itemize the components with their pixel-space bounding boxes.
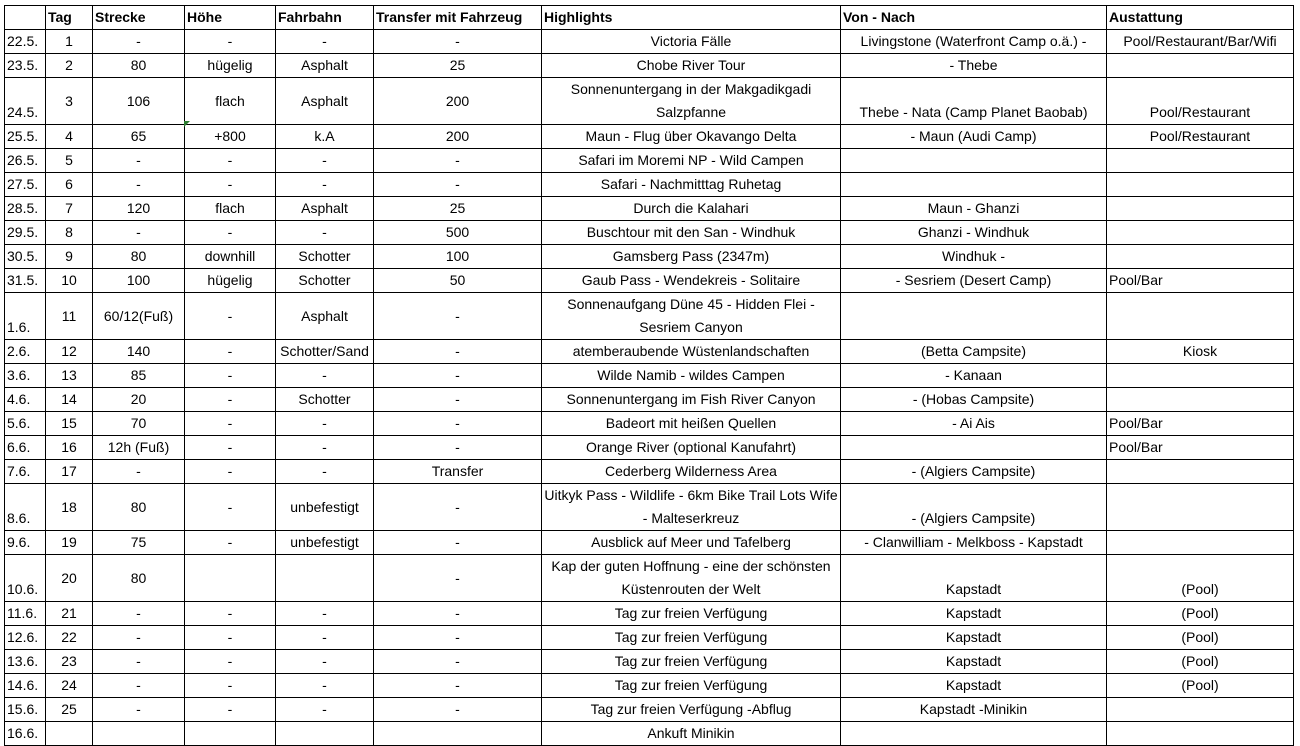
cell-austattung: (Pool) (1107, 555, 1294, 602)
itinerary-sheet (4, 5, 1293, 741)
cell-tag: 7 (46, 197, 93, 221)
cell-strecke (93, 722, 185, 746)
header-fahrbahn: Fahrbahn (276, 6, 374, 30)
cell-austattung (1107, 221, 1294, 245)
table-row (5, 340, 1294, 364)
cell-von-nach (841, 173, 1107, 197)
cell-austattung (1107, 484, 1294, 531)
header-austattung: Austattung (1107, 6, 1294, 30)
cell-von-nach: Kapstadt (841, 602, 1107, 626)
cell-von-nach: Kapstadt (841, 650, 1107, 674)
cell-austattung (1107, 197, 1294, 221)
cell-strecke: - (93, 626, 185, 650)
cell-date: 8.6. (5, 484, 46, 531)
cell-fahrbahn: Schotter (276, 388, 374, 412)
cell-transfer: - (374, 293, 542, 340)
cell-strecke: - (93, 30, 185, 54)
cell-date: 10.6. (5, 555, 46, 602)
header-row (5, 6, 1294, 30)
cell-fahrbahn: - (276, 436, 374, 460)
cell-strecke: 65 (93, 125, 185, 149)
table-body (5, 30, 1294, 746)
cell-hoehe: - (185, 436, 276, 460)
cell-highlights: Sonnenuntergang im Fish River Canyon (542, 388, 841, 412)
cell-hoehe: - (185, 698, 276, 722)
cell-transfer: Transfer (374, 460, 542, 484)
cell-strecke: 85 (93, 364, 185, 388)
cell-hoehe: +800 (185, 125, 276, 149)
cell-strecke: 100 (93, 269, 185, 293)
cell-austattung (1107, 149, 1294, 173)
cell-austattung (1107, 245, 1294, 269)
cell-tag: 10 (46, 269, 93, 293)
table-row (5, 722, 1294, 746)
table-row (5, 125, 1294, 149)
table-row (5, 698, 1294, 722)
cell-fahrbahn: - (276, 30, 374, 54)
cell-highlights: Tag zur freien Verfügung -Abflug (542, 698, 841, 722)
cell-strecke: 75 (93, 531, 185, 555)
cell-hoehe: hügelig (185, 54, 276, 78)
cell-austattung: Pool/Restaurant (1107, 125, 1294, 149)
cell-date: 24.5. (5, 78, 46, 125)
cell-fahrbahn: Schotter (276, 269, 374, 293)
cell-hoehe: - (185, 30, 276, 54)
cell-von-nach: Kapstadt -Minikin (841, 698, 1107, 722)
header-transfer: Transfer mit Fahrzeug (374, 6, 542, 30)
cell-date: 5.6. (5, 412, 46, 436)
table-row (5, 412, 1294, 436)
cell-austattung (1107, 722, 1294, 746)
cell-von-nach: Kapstadt (841, 555, 1107, 602)
cell-transfer: - (374, 364, 542, 388)
cell-date: 28.5. (5, 197, 46, 221)
table-row (5, 293, 1294, 340)
cell-fahrbahn: Asphalt (276, 54, 374, 78)
cell-highlights: Safari - Nachmitttag Ruhetag (542, 173, 841, 197)
cell-strecke: - (93, 221, 185, 245)
cell-austattung (1107, 54, 1294, 78)
cell-transfer: 25 (374, 54, 542, 78)
cell-tag: 17 (46, 460, 93, 484)
cell-austattung: Pool/Restaurant (1107, 78, 1294, 125)
table-row (5, 269, 1294, 293)
table-row (5, 78, 1294, 125)
cell-hoehe: downhill (185, 245, 276, 269)
cell-hoehe: hügelig (185, 269, 276, 293)
cell-fahrbahn: - (276, 364, 374, 388)
cell-fahrbahn: - (276, 650, 374, 674)
cell-date: 12.6. (5, 626, 46, 650)
cell-hoehe: flach (185, 197, 276, 221)
cell-date: 2.6. (5, 340, 46, 364)
cell-transfer: - (374, 436, 542, 460)
cell-highlights: Tag zur freien Verfügung (542, 602, 841, 626)
cell-von-nach (841, 722, 1107, 746)
cell-austattung (1107, 698, 1294, 722)
cell-date: 29.5. (5, 221, 46, 245)
cell-tag: 14 (46, 388, 93, 412)
cell-highlights: Tag zur freien Verfügung (542, 674, 841, 698)
cell-transfer: - (374, 173, 542, 197)
cell-transfer: - (374, 650, 542, 674)
cell-hoehe: - (185, 173, 276, 197)
cell-hoehe: - (185, 221, 276, 245)
table-row (5, 54, 1294, 78)
cell-fahrbahn: unbefestigt (276, 531, 374, 555)
cell-highlights: Gaub Pass - Wendekreis - Solitaire (542, 269, 841, 293)
cell-fahrbahn: Schotter (276, 245, 374, 269)
header-date (5, 6, 46, 30)
cell-transfer: 25 (374, 197, 542, 221)
cell-fahrbahn: Asphalt (276, 197, 374, 221)
cell-fahrbahn: - (276, 149, 374, 173)
cell-tag: 9 (46, 245, 93, 269)
cell-austattung: (Pool) (1107, 674, 1294, 698)
cell-von-nach: Thebe - Nata (Camp Planet Baobab) (841, 78, 1107, 125)
cell-highlights: Tag zur freien Verfügung (542, 626, 841, 650)
cell-austattung: (Pool) (1107, 626, 1294, 650)
cell-hoehe: - (185, 293, 276, 340)
cell-tag: 5 (46, 149, 93, 173)
cell-fahrbahn: unbefestigt (276, 484, 374, 531)
cell-date: 15.6. (5, 698, 46, 722)
cell-hoehe: flach (185, 78, 276, 125)
cell-transfer: - (374, 149, 542, 173)
cell-fahrbahn: Schotter/Sand (276, 340, 374, 364)
cell-date: 23.5. (5, 54, 46, 78)
cell-hoehe: - (185, 388, 276, 412)
cell-date: 22.5. (5, 30, 46, 54)
cell-austattung (1107, 364, 1294, 388)
cell-date: 1.6. (5, 293, 46, 340)
table-row (5, 555, 1294, 602)
cell-fahrbahn (276, 722, 374, 746)
itinerary-table (4, 5, 1294, 746)
cell-date: 3.6. (5, 364, 46, 388)
cell-date: 4.6. (5, 388, 46, 412)
cell-von-nach (841, 293, 1107, 340)
cell-highlights: Uitkyk Pass - Wildlife - 6km Bike Trail Lots Wife - Malteserkreuz (542, 484, 841, 531)
cell-von-nach: Ghanzi - Windhuk (841, 221, 1107, 245)
cell-fahrbahn: - (276, 602, 374, 626)
cell-hoehe (185, 722, 276, 746)
comment-marker-icon (184, 121, 190, 127)
cell-von-nach: (Betta Campsite) (841, 340, 1107, 364)
cell-hoehe: - (185, 412, 276, 436)
cell-hoehe: - (185, 340, 276, 364)
cell-von-nach: Livingstone (Waterfront Camp o.ä.) - (841, 30, 1107, 54)
table-row (5, 388, 1294, 412)
cell-tag: 22 (46, 626, 93, 650)
cell-highlights: Sonnenuntergang in der Makgadikgadi Salzpfanne (542, 78, 841, 125)
cell-tag: 24 (46, 674, 93, 698)
cell-highlights: Badeort mit heißen Quellen (542, 412, 841, 436)
cell-date: 16.6. (5, 722, 46, 746)
cell-transfer: - (374, 626, 542, 650)
header-von-nach: Von - Nach (841, 6, 1107, 30)
cell-strecke: - (93, 149, 185, 173)
cell-fahrbahn: Asphalt (276, 78, 374, 125)
cell-von-nach: Kapstadt (841, 674, 1107, 698)
cell-highlights: Cederberg Wilderness Area (542, 460, 841, 484)
cell-austattung: Kiosk (1107, 340, 1294, 364)
table-row (5, 531, 1294, 555)
header-hoehe: Höhe (185, 6, 276, 30)
cell-austattung: Pool/Bar (1107, 436, 1294, 460)
cell-fahrbahn: k.A (276, 125, 374, 149)
cell-austattung (1107, 388, 1294, 412)
cell-austattung (1107, 460, 1294, 484)
cell-date: 27.5. (5, 173, 46, 197)
cell-austattung: Pool/Restaurant/Bar/Wifi (1107, 30, 1294, 54)
cell-tag: 16 (46, 436, 93, 460)
cell-von-nach: - Ai Ais (841, 412, 1107, 436)
cell-highlights: Tag zur freien Verfügung (542, 650, 841, 674)
table-row (5, 650, 1294, 674)
cell-austattung: Pool/Bar (1107, 269, 1294, 293)
cell-transfer: 200 (374, 125, 542, 149)
cell-austattung (1107, 531, 1294, 555)
cell-transfer: - (374, 484, 542, 531)
cell-tag: 11 (46, 293, 93, 340)
cell-von-nach: - Clanwilliam - Melkboss - Kapstadt (841, 531, 1107, 555)
cell-strecke: 20 (93, 388, 185, 412)
cell-austattung: (Pool) (1107, 650, 1294, 674)
header-highlights: Highlights (542, 6, 841, 30)
cell-transfer: - (374, 555, 542, 602)
table-row (5, 460, 1294, 484)
table-row (5, 221, 1294, 245)
cell-hoehe: - (185, 602, 276, 626)
cell-highlights: Buschtour mit den San - Windhuk (542, 221, 841, 245)
cell-hoehe: - (185, 364, 276, 388)
cell-strecke: - (93, 698, 185, 722)
cell-transfer: - (374, 698, 542, 722)
cell-strecke: 80 (93, 555, 185, 602)
cell-von-nach: - Sesriem (Desert Camp) (841, 269, 1107, 293)
cell-hoehe: - (185, 650, 276, 674)
cell-tag: 2 (46, 54, 93, 78)
table-row (5, 484, 1294, 531)
cell-fahrbahn (276, 555, 374, 602)
cell-transfer: - (374, 388, 542, 412)
cell-von-nach: - Maun (Audi Camp) (841, 125, 1107, 149)
cell-transfer: - (374, 602, 542, 626)
cell-transfer: 100 (374, 245, 542, 269)
cell-strecke: 120 (93, 197, 185, 221)
cell-hoehe: - (185, 460, 276, 484)
cell-strecke: 106 (93, 78, 185, 125)
table-row (5, 602, 1294, 626)
cell-fahrbahn: - (276, 674, 374, 698)
cell-hoehe: - (185, 484, 276, 531)
cell-austattung: Pool/Bar (1107, 412, 1294, 436)
cell-hoehe (185, 555, 276, 602)
cell-tag: 20 (46, 555, 93, 602)
cell-date: 26.5. (5, 149, 46, 173)
cell-highlights: Ankuft Minikin (542, 722, 841, 746)
table-row (5, 149, 1294, 173)
cell-strecke: 70 (93, 412, 185, 436)
cell-fahrbahn: Asphalt (276, 293, 374, 340)
cell-highlights: Victoria Fälle (542, 30, 841, 54)
cell-von-nach: - Thebe (841, 54, 1107, 78)
cell-tag: 6 (46, 173, 93, 197)
cell-transfer (374, 722, 542, 746)
cell-date: 25.5. (5, 125, 46, 149)
cell-hoehe: - (185, 531, 276, 555)
cell-austattung (1107, 173, 1294, 197)
cell-tag: 25 (46, 698, 93, 722)
cell-austattung (1107, 293, 1294, 340)
table-row (5, 364, 1294, 388)
cell-von-nach: - Kanaan (841, 364, 1107, 388)
cell-transfer: 200 (374, 78, 542, 125)
cell-von-nach: Maun - Ghanzi (841, 197, 1107, 221)
cell-tag: 21 (46, 602, 93, 626)
cell-date: 13.6. (5, 650, 46, 674)
cell-fahrbahn: - (276, 626, 374, 650)
cell-highlights: atemberaubende Wüstenlandschaften (542, 340, 841, 364)
cell-date: 11.6. (5, 602, 46, 626)
cell-tag (46, 722, 93, 746)
cell-von-nach: - (Hobas Campsite) (841, 388, 1107, 412)
cell-strecke: 80 (93, 245, 185, 269)
cell-strecke: - (93, 602, 185, 626)
cell-tag: 12 (46, 340, 93, 364)
cell-strecke: 80 (93, 484, 185, 531)
cell-highlights: Kap der guten Hoffnung - eine der schönsten Küstenrouten der Welt (542, 555, 841, 602)
cell-transfer: - (374, 674, 542, 698)
cell-highlights: Orange River (optional Kanufahrt) (542, 436, 841, 460)
cell-tag: 1 (46, 30, 93, 54)
cell-fahrbahn: - (276, 460, 374, 484)
cell-hoehe: - (185, 674, 276, 698)
cell-strecke: 12h (Fuß) (93, 436, 185, 460)
cell-von-nach: - (Algiers Campsite) (841, 484, 1107, 531)
cell-fahrbahn: - (276, 698, 374, 722)
cell-tag: 8 (46, 221, 93, 245)
cell-hoehe: - (185, 626, 276, 650)
table-row (5, 197, 1294, 221)
cell-highlights: Maun - Flug über Okavango Delta (542, 125, 841, 149)
cell-von-nach: Windhuk - (841, 245, 1107, 269)
cell-tag: 4 (46, 125, 93, 149)
cell-tag: 15 (46, 412, 93, 436)
cell-date: 30.5. (5, 245, 46, 269)
cell-transfer: 500 (374, 221, 542, 245)
cell-tag: 18 (46, 484, 93, 531)
cell-highlights: Sonnenaufgang Düne 45 - Hidden Flei - Sesriem Canyon (542, 293, 841, 340)
cell-date: 31.5. (5, 269, 46, 293)
cell-tag: 3 (46, 78, 93, 125)
table-row (5, 245, 1294, 269)
cell-transfer: - (374, 340, 542, 364)
cell-hoehe: - (185, 149, 276, 173)
table-row (5, 626, 1294, 650)
cell-date: 7.6. (5, 460, 46, 484)
cell-von-nach (841, 436, 1107, 460)
cell-von-nach: - (Algiers Campsite) (841, 460, 1107, 484)
cell-highlights: Chobe River Tour (542, 54, 841, 78)
cell-fahrbahn: - (276, 173, 374, 197)
table-row (5, 173, 1294, 197)
cell-transfer: - (374, 412, 542, 436)
cell-transfer: - (374, 531, 542, 555)
cell-von-nach (841, 149, 1107, 173)
table-row (5, 674, 1294, 698)
cell-strecke: - (93, 650, 185, 674)
header-tag: Tag (46, 6, 93, 30)
cell-transfer: - (374, 30, 542, 54)
cell-tag: 19 (46, 531, 93, 555)
cell-date: 14.6. (5, 674, 46, 698)
table-row (5, 436, 1294, 460)
cell-von-nach: Kapstadt (841, 626, 1107, 650)
cell-austattung: (Pool) (1107, 602, 1294, 626)
cell-fahrbahn: - (276, 412, 374, 436)
cell-fahrbahn: - (276, 221, 374, 245)
cell-tag: 13 (46, 364, 93, 388)
cell-tag: 23 (46, 650, 93, 674)
header-strecke: Strecke (93, 6, 185, 30)
cell-date: 6.6. (5, 436, 46, 460)
table-row (5, 30, 1294, 54)
cell-date: 9.6. (5, 531, 46, 555)
cell-strecke: 60/12(Fuß) (93, 293, 185, 340)
cell-transfer: 50 (374, 269, 542, 293)
cell-highlights: Ausblick auf Meer und Tafelberg (542, 531, 841, 555)
cell-highlights: Safari im Moremi NP - Wild Campen (542, 149, 841, 173)
cell-strecke: - (93, 674, 185, 698)
cell-highlights: Durch die Kalahari (542, 197, 841, 221)
cell-strecke: 140 (93, 340, 185, 364)
cell-strecke: - (93, 460, 185, 484)
cell-highlights: Wilde Namib - wildes Campen (542, 364, 841, 388)
cell-strecke: 80 (93, 54, 185, 78)
cell-highlights: Gamsberg Pass (2347m) (542, 245, 841, 269)
cell-strecke: - (93, 173, 185, 197)
